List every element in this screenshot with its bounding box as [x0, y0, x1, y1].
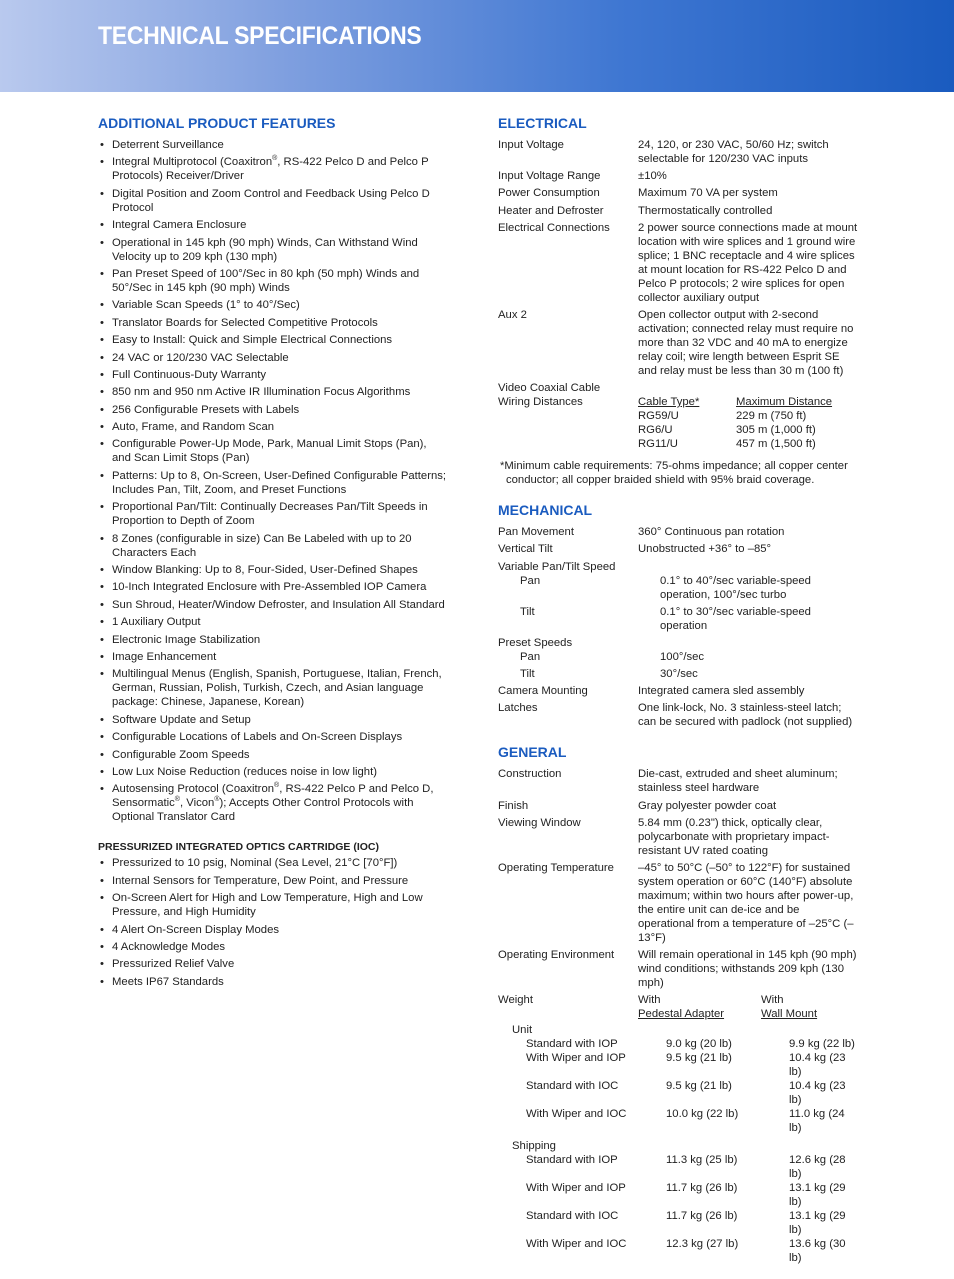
list-item: • 4 Alert On-Screen Display Modes [98, 923, 448, 937]
cable-label-1: Video Coaxial Cable [498, 382, 601, 395]
spec-value: Gray polyester powder coat [638, 799, 777, 812]
unit-label: Unit [512, 1024, 533, 1037]
weight-row [498, 1051, 858, 1079]
cable-footnote [498, 459, 858, 487]
spec-row [498, 204, 858, 218]
weight-config: With Wiper and IOC [526, 1108, 627, 1121]
wall-header-a: With [761, 994, 784, 1007]
spec-label: Construction [498, 768, 562, 781]
spec-label: Operating Temperature [498, 862, 614, 874]
shipping-label: Shipping [512, 1140, 556, 1153]
max-distance-header: Maximum Distance [736, 396, 833, 409]
features-heading: ADDITIONAL PRODUCT FEATURES [98, 115, 336, 131]
mechanical-heading: MECHANICAL [498, 502, 593, 519]
cable-row [498, 409, 858, 423]
spec-value: Open collector output with 2-second activation; connected relay must require no more than 32 VDC and 40 mA to energize relay coil; wire length between Esprit SE and relay must be less than 30 m (100 ft) [638, 308, 854, 377]
list-item: • Internal Sensors for Temperature, Dew Point, and Pressure [98, 874, 448, 888]
spec-value: 5.84 mm (0.23") thick, optically clear, polycarbonate with proprietary impact-resistant UV rated coating [638, 816, 830, 857]
cable-distance: 457 m (1,500 ft) [736, 438, 816, 451]
weight-pedestal: 11.7 kg (26 lb) [666, 1182, 738, 1195]
weight-pedestal: 11.7 kg (26 lb) [666, 1210, 738, 1223]
spec-label: Power Consumption [498, 187, 600, 200]
weight-wall: 12.6 kg (28 lb) [789, 1154, 846, 1181]
spec-row [498, 650, 858, 664]
spec-row [498, 948, 858, 990]
spec-value: 30°/sec [660, 668, 698, 681]
cable-header-row [498, 395, 858, 409]
weight-pedestal: 9.5 kg (21 lb) [666, 1052, 732, 1065]
footnote-line-1: *Minimum cable requirements: 75-ohms impedance; all copper center [500, 460, 848, 473]
spec-label: Pan [520, 574, 541, 587]
spec-value: Maximum 70 VA per system [638, 187, 778, 200]
spec-row [498, 861, 858, 945]
list-item: • Pressurized Relief Valve [98, 957, 448, 971]
weight-wall: 10.4 kg (23 lb) [789, 1052, 846, 1079]
weight-row [498, 1209, 858, 1237]
variable-speed-label: Variable Pan/Tilt Speed [498, 560, 616, 573]
spec-label: Operating Environment [498, 949, 615, 962]
spec-row [498, 221, 858, 305]
spec-label: Aux 2 [498, 308, 527, 321]
spec-value: 0.1° to 40°/sec variable-speed operation, 100°/sec turbo [660, 574, 811, 601]
spec-value: 360° Continuous pan rotation [638, 526, 785, 539]
weight-wall: 13.6 kg (30 lb) [789, 1238, 846, 1265]
page-title: TECHNICAL SPECIFICATIONS [98, 22, 422, 50]
list-item: • Software Update and Setup [98, 713, 448, 727]
list-item: • Deterrent Surveillance [98, 138, 448, 152]
spec-value: 24, 120, or 230 VAC, 50/60 Hz; switch selectable for 120/230 VAC inputs [638, 139, 829, 165]
spec-label: Electrical Connections [498, 221, 610, 234]
spec-value: ±10% [638, 170, 667, 183]
list-item: • Configurable Power-Up Mode, Park, Manual Limit Stops (Pan), and Scan Limit Stops (Pan) [98, 437, 448, 465]
weight-wall: 11.0 kg (24 lb) [789, 1108, 845, 1135]
spec-row [498, 542, 858, 556]
spec-value: Unobstructed +36° to –85° [638, 543, 772, 556]
list-item: • Digital Position and Zoom Control and Feedback Using Pelco D Protocol [98, 187, 448, 215]
cable-row [498, 437, 858, 451]
spec-row [498, 169, 858, 183]
list-item: • Multilingual Menus (English, Spanish, Portuguese, Italian, French, German, Russian, Polish, Turkish, Czech, and Asian language package: Chinese, Japanese, Korean) [98, 667, 448, 709]
weight-wall: 13.1 kg (29 lb) [789, 1182, 846, 1209]
weight-pedestal: 11.3 kg (25 lb) [666, 1154, 738, 1167]
list-item: • Low Lux Noise Reduction (reduces noise in low light) [98, 765, 448, 779]
weight-config: With Wiper and IOC [526, 1238, 627, 1251]
weight-config: Standard with IOP [526, 1154, 618, 1167]
list-item: • Sun Shroud, Heater/Window Defroster, and Insulation All Standard [98, 598, 448, 612]
spec-label: Input Voltage [498, 139, 564, 151]
weight-wall: 9.9 kg (22 lb) [789, 1038, 855, 1051]
spec-value: 100°/sec [660, 650, 705, 663]
cable-type: RG11/U [638, 438, 678, 451]
weight-row [498, 1153, 858, 1181]
list-item: • Integral Multiprotocol (Coaxitron®, RS-422 Pelco D and Pelco P Protocols) Receiver/Driver [98, 155, 448, 183]
spec-label: Latches [498, 702, 538, 715]
spec-label: Camera Mounting [498, 685, 588, 698]
spec-label: Heater and Defroster [498, 204, 604, 217]
spec-label: Vertical Tilt [498, 543, 553, 556]
list-item: • 10-Inch Integrated Enclosure with Pre-Assembled IOP Camera [98, 580, 448, 594]
pedestal-header-b: Pedestal Adapter [638, 1008, 725, 1021]
spec-value: 2 power source connections made at mount location with wire splices and 1 ground wire splice; 1 BNC receptacle and 4 wire splices at mount location for RS-422 Pelco D and Pelco P protocols; 2 wire splices for open collector auxiliary output [638, 221, 858, 304]
spec-label: Pan [520, 650, 541, 663]
weight-pedestal: 10.0 kg (22 lb) [666, 1108, 739, 1121]
weight-label: Weight [498, 994, 533, 1007]
spec-row [498, 816, 858, 858]
wall-header-b: Wall Mount [761, 1008, 818, 1021]
weight-header-row [498, 993, 858, 1021]
spec-value: One link-lock, No. 3 stainless-steel latch; can be secured with padlock (not supplied) [638, 702, 853, 729]
preset-speeds-label: Preset Speeds [498, 636, 573, 649]
list-item: • Configurable Locations of Labels and On-Screen Displays [98, 730, 448, 744]
list-item: • Pan Preset Speed of 100°/Sec in 80 kph (50 mph) Winds and 50°/Sec in 145 kph (90 mph) Winds [98, 267, 448, 295]
weight-config: With Wiper and IOP [526, 1182, 626, 1195]
list-item: • Patterns: Up to 8, On-Screen, User-Defined Configurable Patterns; Includes Pan, Tilt, Zoom, and Preset Functions [98, 469, 448, 497]
list-item: • Pressurized to 10 psig, Nominal (Sea Level, 21°C [70°F]) [98, 856, 448, 870]
spec-row [498, 667, 858, 681]
weight-pedestal: 9.0 kg (20 lb) [666, 1038, 732, 1051]
spec-label: Input Voltage Range [498, 170, 601, 183]
weight-row [498, 1181, 858, 1209]
left-column [98, 114, 448, 992]
spec-row [498, 684, 858, 698]
list-item: • 850 nm and 950 nm Active IR Illumination Focus Algorithms [98, 385, 448, 399]
list-item: • Full Continuous-Duty Warranty [98, 368, 448, 382]
electrical-heading: ELECTRICAL [498, 115, 587, 131]
weight-wall: 10.4 kg (23 lb) [789, 1080, 846, 1107]
spec-value: Integrated camera sled assembly [638, 685, 805, 698]
spec-row [498, 701, 858, 729]
list-item: • 4 Acknowledge Modes [98, 940, 448, 954]
weight-wall: 13.1 kg (29 lb) [789, 1210, 846, 1237]
weight-row [498, 1037, 858, 1051]
list-item: • Configurable Zoom Speeds [98, 748, 448, 762]
spec-label: Tilt [520, 668, 535, 681]
mechanical-section [498, 501, 858, 729]
spec-row [498, 799, 858, 813]
spec-value: –45° to 50°C (–50° to 122°F) for sustained system operation or 60°C (140°F) absolute maximum; within two hours after power-up, the entire unit can de-ice and be operational from a temperature of –25°C (–13°F) [638, 862, 854, 944]
general-section [498, 743, 858, 1265]
list-item: • Autosensing Protocol (Coaxitron®, RS-422 Pelco P and Pelco D, Sensormatic®, Vicon®); Accepts Other Control Protocols with Optional Translator Card [98, 782, 448, 824]
footnote-line-2: conductor; all copper braided shield with 95% braid coverage. [506, 474, 815, 487]
spec-label: Finish [498, 799, 529, 812]
weight-config: Standard with IOC [526, 1210, 619, 1223]
cable-row [498, 423, 858, 437]
weight-pedestal: 12.3 kg (27 lb) [666, 1238, 739, 1251]
list-item: • Variable Scan Speeds (1° to 40°/Sec) [98, 298, 448, 312]
cable-type: RG6/U [638, 424, 673, 437]
spec-row [498, 186, 858, 200]
list-item: • Image Enhancement [98, 650, 448, 664]
spec-label: Tilt [520, 605, 535, 618]
general-heading: GENERAL [498, 744, 567, 761]
list-item: • Meets IP67 Standards [98, 975, 448, 989]
cable-type-header: Cable Type* [638, 396, 700, 409]
spec-value: 0.1° to 30°/sec variable-speed operation [660, 605, 811, 632]
list-item: • Operational in 145 kph (90 mph) Winds, Can Withstand Wind Velocity up to 209 kph (130 mph) [98, 236, 448, 264]
list-item: • Easy to Install: Quick and Simple Electrical Connections [98, 333, 448, 347]
features-list [98, 138, 448, 824]
list-item: • Proportional Pan/Tilt: Continually Decreases Pan/Tilt Speeds in Proportion to Depth of Zoom [98, 500, 448, 528]
electrical-section [498, 114, 858, 487]
spec-row [498, 605, 858, 633]
weight-row [498, 1107, 858, 1135]
cable-distance: 229 m (750 ft) [736, 410, 807, 423]
weight-pedestal: 9.5 kg (21 lb) [666, 1080, 732, 1093]
list-item: • 8 Zones (configurable in size) Can Be Labeled with up to 20 Characters Each [98, 532, 448, 560]
list-item: • Translator Boards for Selected Competitive Protocols [98, 316, 448, 330]
spec-value: Thermostatically controlled [638, 204, 773, 217]
pedestal-header-a: With [638, 994, 661, 1007]
weight-config: Standard with IOC [526, 1080, 619, 1093]
list-item: • On-Screen Alert for High and Low Temperature, High and Low Pressure, and High Humidity [98, 891, 448, 919]
spec-label: Viewing Window [498, 816, 581, 829]
spec-row [498, 138, 858, 166]
spec-row [498, 308, 858, 378]
header-banner [0, 0, 954, 92]
cable-distance: 305 m (1,000 ft) [736, 424, 816, 437]
list-item: • Integral Camera Enclosure [98, 218, 448, 232]
ioc-heading: PRESSURIZED INTEGRATED OPTICS CARTRIDGE (IOC) [98, 841, 379, 854]
list-item: • Electronic Image Stabilization [98, 633, 448, 647]
spec-row [498, 574, 858, 602]
weight-config: With Wiper and IOP [526, 1052, 626, 1065]
ioc-list [98, 856, 448, 988]
spec-row [498, 525, 858, 539]
spec-row [498, 767, 858, 795]
weight-config: Standard with IOP [526, 1038, 618, 1051]
weight-row [498, 1237, 858, 1265]
spec-label: Pan Movement [498, 526, 574, 539]
list-item: • Auto, Frame, and Random Scan [98, 420, 448, 434]
list-item: • Window Blanking: Up to 8, Four-Sided, User-Defined Shapes [98, 563, 448, 577]
list-item: • 1 Auxiliary Output [98, 615, 448, 629]
weight-row [498, 1079, 858, 1107]
list-item: • 256 Configurable Presets with Labels [98, 403, 448, 417]
right-column [498, 114, 858, 1279]
spec-value: Will remain operational in 145 kph (90 mph) wind conditions; withstands 209 kph (130 mph) [638, 949, 857, 990]
cable-label-2: Wiring Distances [498, 396, 583, 409]
list-item: • 24 VAC or 120/230 VAC Selectable [98, 351, 448, 365]
cable-type: RG59/U [638, 410, 679, 423]
spec-value: Die-cast, extruded and sheet aluminum; stainless steel hardware [638, 768, 838, 795]
